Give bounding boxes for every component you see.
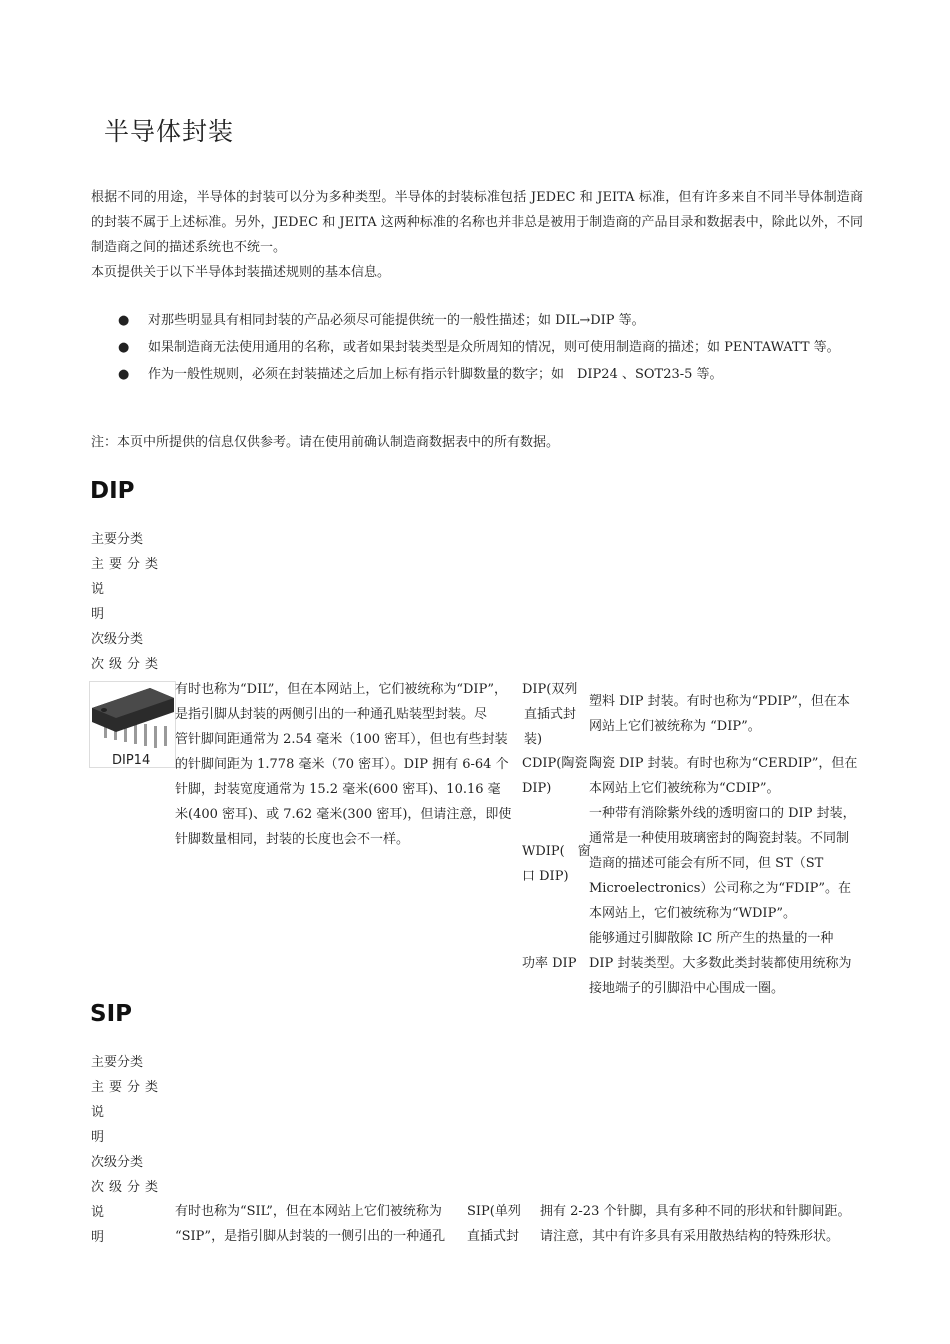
sub-name-cdip: CDIP(陶瓷 [522, 756, 588, 771]
dip-main-tail-2: 装) [524, 732, 543, 747]
sip-sub-name-cont: 直插式封 [467, 1229, 520, 1244]
main-desc-label: 主要分类说 [91, 1080, 164, 1120]
sub-desc-label: 次级分类说 [91, 1180, 164, 1220]
main-class-label: 主要分类 [91, 1055, 144, 1070]
page-title: 半导体封装 [104, 117, 235, 146]
main-desc-label: 主要分类说 [91, 557, 164, 597]
sub-desc-label-cont: 明 [91, 1230, 105, 1245]
sub-desc-dip: 塑料 DIP 封装。有时也称为“PDIP”，但在本网站上它们被统称为 “DIP”。 [589, 694, 850, 734]
sip-side-labels [91, 1050, 177, 1250]
intro-paragraph-2: 本页提供关于以下半导体封装描述规则的基本信息。 [91, 265, 391, 280]
note-text: 注：本页中所提供的信息仅供参考。请在使用前确认制造商数据表中的所有数据。 [91, 435, 560, 450]
sub-desc-power-dip: 能够通过引脚散除 IC 所产生的热量的一种 DIP 封装类型。大多数此类封装都使用统称为接地端子的引脚沿中心围成一圈。 [589, 931, 852, 996]
sip-sub-name: SIP(单列 [467, 1204, 521, 1219]
main-class-label: 主要分类 [91, 532, 144, 547]
dip-main-description: 有时也称为“DIL”，但在本网站上，它们被统称为“DIP”， 是指引脚从封装的两侧引出的一种通孔贴装型封装。尽 管针脚间距通常为 2.54 毫米（100 密耳），但也有些封装 的针脚间距为 1.778 毫米（70 密耳）。DIP 拥有 6-64 个 针脚，封装宽度通常为 15.2 毫米(600 密耳)、10.16 毫 米(400 密耳)、或 7.62 毫米(300 密耳)，但请注意，即使 针脚数量相同，封装的长度也会不一样。 [175, 682, 512, 847]
sub-name-wdip-cont: 口 DIP) [522, 869, 569, 884]
sip-sub-description: 拥有 2-23 个针脚，具有多种不同的形状和针脚间距。 请注意，其中有许多具有采用散热结构的特殊形状。 [540, 1204, 851, 1244]
sub-name-cdip-cont: DIP) [522, 781, 552, 796]
sub-desc-label: 次级分类 [91, 657, 164, 672]
sub-desc-cdip: 陶瓷 DIP 封装。有时也称为“CERDIP”，但在本网站上它们被统称为“CDIP”。 [589, 756, 858, 796]
section-heading-dip: DIP [90, 478, 135, 504]
rules-list [115, 309, 863, 390]
rule-item: ● 作为一般性规则，必须在封装描述之后加上标有指示针脚数量的数字；如 DIP24 、SOT23-5 等。 [115, 363, 863, 387]
sub-name-wdip: WDIP( 窗 [522, 844, 591, 859]
bullet-icon: ● [118, 340, 130, 355]
sub-desc-wdip: 一种带有消除紫外线的透明窗口的 DIP 封装，通常是一种使用玻璃密封的陶瓷封装。不同制造商的描述可能会有所不同，但 ST（ST Microelectronics）公司称之为“FDIP”。在本网站上，它们被统称为“WDIP”。 [589, 806, 856, 921]
section-heading-sip: SIP [90, 1001, 132, 1027]
sub-name-dip: DIP(双列 [522, 682, 578, 697]
rule-item: ● 对那些明显具有相同封装的产品必须尽可能提供统一的一般性描述；如 DIL→DIP 等。 [115, 309, 863, 333]
main-desc-label-cont: 明 [91, 607, 105, 622]
image-caption: DIP14 [112, 753, 151, 767]
dip-chip-icon [90, 682, 175, 767]
main-desc-label-cont: 明 [91, 1130, 105, 1145]
sub-class-label: 次级分类 [91, 632, 144, 647]
rule-item: ● 如果制造商无法使用通用的名称，或者如果封装类型是众所周知的情况，则可使用制造商的描述；如 PENTAWATT 等。 [115, 336, 863, 360]
bullet-icon: ● [118, 313, 130, 328]
dip-main-tail: 直插式封 [524, 707, 577, 722]
intro-paragraph: 根据不同的用途，半导体的封装可以分为多种类型。半导体的封装标准包括 JEDEC 和 JEITA 标准，但有许多来自不同半导体制造商的封装不属于上述标准。另外，JEDEC 和 JEITA 这两种标准的名称也并非总是被用于制造商的产品目录和数据表中，除此以外，不同制造商之间的描述系统也不统一。 [91, 190, 863, 255]
sub-class-label: 次级分类 [91, 1155, 144, 1170]
dip14-chip-image [89, 681, 176, 768]
sub-name-power-dip: 功率 DIP [522, 956, 577, 971]
bullet-icon: ● [118, 367, 130, 382]
sip-main-description: 有时也称为“SIL”，但在本网站上它们被统称为 “SIP”，是指引脚从封装的一侧引出的一种通孔 [175, 1204, 446, 1244]
